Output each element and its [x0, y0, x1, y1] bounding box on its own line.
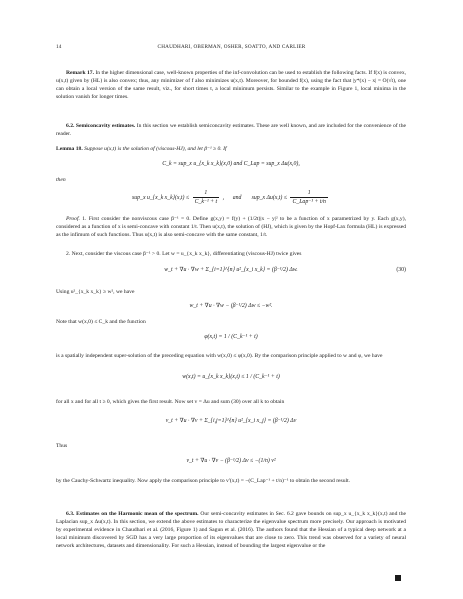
remark-17: [56, 69, 406, 101]
equation-30: [56, 266, 406, 274]
frac-2-den: C_Lap⁻¹ + t/n: [292, 199, 326, 205]
frac-2-num: 1: [290, 189, 328, 198]
proof-p3: is a spatially independent super-solution of the preceding equation with w(x,0) ≤ φ(x,0). By the comparison principle applied to w and φ, we have: [56, 353, 383, 359]
conclusion-frac-2: [290, 189, 328, 206]
lemma-then: then: [56, 177, 66, 183]
proof-note: Note that w(x,0) ≤ C_k and the function: [56, 319, 146, 325]
page-number: 14: [56, 44, 62, 50]
phi-definition: φ(x,t) = 1 / (C_k⁻¹ + t): [204, 334, 258, 340]
lemma-label: Lemma 18.: [56, 146, 83, 152]
frac-1-num: 1: [193, 189, 220, 198]
section-6-3: [56, 510, 406, 550]
remark-text: In the higher dimensional case, well-known properties of the inf-convolution can be used to establish the following facts. If f(x) is convex, u(x,t) given by (HL) is also convex; thus, any minimizer of f also minimizes u(x,t). Moreover, for bounded f(x), using the fact that |y*(x) − x| = O(√t), one can obtain a local version of the same result, viz., for short times t, a local minimum persists. Similar to the example in Figure 1, local minima in the solution vanish for longer times.: [56, 70, 407, 101]
section-6-2: [56, 122, 406, 138]
inequality-2: w(x,t) = u_{x_k x_k}(x,t) ≤ 1 / (C_k⁻¹ + t): [182, 374, 280, 380]
remark-label: Remark 17.: [66, 70, 94, 76]
proof-thus: Thus: [56, 443, 68, 449]
equation-30-body: w_t + ∇u · ∇w + Σ_{i=1}^{n} u²_{x_i x_k} = (β⁻¹/2) Δw.: [164, 267, 298, 273]
proof-p4: for all x and for all t ≥ 0, which gives the first result. Now set v = Δu and sum (30) over all k to obtain: [56, 399, 285, 405]
running-title: CHAUDHARI, OBERMAN, OSHER, SOATTO, AND CARLIER: [157, 44, 306, 50]
section-6-3-text: Our semi-concavity estimates in Sec. 6.2 gave bounds on sup_x u_{x_k x_k}(x,t) and the Laplacian sup_x Δu(x,t). In this section, we extend the above estimates to characterize the eigenvalue spectrum more precisely. Our approach is motivated by experimental evidence in Chaudhari et al. (2016, Figure 1) and Sagun et al. (2016). The authors found that the Hessian of a typical deep network at a local minimum discovered by SGD has a very large proportion of its eigenvalues that are close to zero. This trend was observed for a variety of neural network architectures, datasets and dimensionality. For such a Hessian, instead of bounding the largest eigenvalue or the: [56, 511, 406, 550]
lemma-statement: Suppose u(x,t) is the solution of (viscous-HJ), and let β⁻¹ ≥ 0. If: [84, 146, 227, 152]
section-6-2-intro: In this section we establish semiconcavity estimates. These are well known, and are included for the convenience of the reader.: [56, 123, 406, 138]
proof-step-2: 2. Next, consider the viscous case β⁻¹ > 0. Let w = u_{x_k x_k}, differentiating (viscous-HJ) twice gives: [66, 251, 302, 257]
inequality-1: w_t + ∇u · ∇w − (β⁻¹/2) Δw ≤ −w².: [189, 303, 273, 309]
frac-1-den: C_k⁻¹ + t: [194, 199, 218, 205]
proof-using: Using u²_{x_k x_k} ≥ w², we have: [56, 289, 135, 295]
conclusion-lhs-1: sup_x u_{x_k x_k}(x,t) ≤: [132, 194, 190, 201]
proof-p1: 1. First consider the nonviscous case β⁻¹ = 0. Define g(x,y) = f(y) + (1/2t)|x − y|² to be a function of x parametrized by y. Each g(x,y), considered as a function of x is semi-concave with constant 1/t. Then u(x,t), the solution of (HJ), which is given by the Hopf-Lax formula (HL) is expressed as the infimum of such functions. Thus u(x,t) is also semi-concave with the same constant, 1/t.: [56, 216, 406, 239]
equation-30-number: (30): [396, 267, 406, 273]
inequality-3: v_t + ∇u · ∇v + Σ_{i,j=1}^{n} u²_{x_i x_j} = (β⁻¹/2) Δv: [165, 418, 297, 424]
qed-symbol: [395, 575, 401, 581]
section-6-3-heading: 6.3. Estimates on the Harmonic mean of the spectrum.: [66, 511, 199, 517]
lemma-condition: C_k = sup_x u_{x_k x_k}(x,0) and C_Lap = sup_x Δu(x,0),: [162, 161, 300, 167]
proof-step-1: [56, 215, 406, 239]
proof-label: Proof.: [66, 216, 80, 222]
conclusion-frac-1: [193, 189, 220, 206]
conclusion-lhs-2: sup_x Δu(x,t) ≤: [251, 194, 287, 201]
lemma-conclusion: [56, 189, 406, 206]
proof-p5: by the Cauchy-Schwartz inequality. Now apply the comparison principle to v'(x,t) = −(C_Lap⁻¹ + t/n)⁻¹ to obtain the second result.: [56, 478, 351, 484]
section-6-2-heading: 6.2. Semiconcavity estimates.: [66, 123, 136, 129]
lemma-18: [56, 145, 406, 153]
conclusion-and: , and: [222, 194, 251, 201]
inequality-4: v_t + ∇u · ∇v − (β⁻¹/2) Δv ≤ −(1/n) v²: [186, 458, 276, 464]
